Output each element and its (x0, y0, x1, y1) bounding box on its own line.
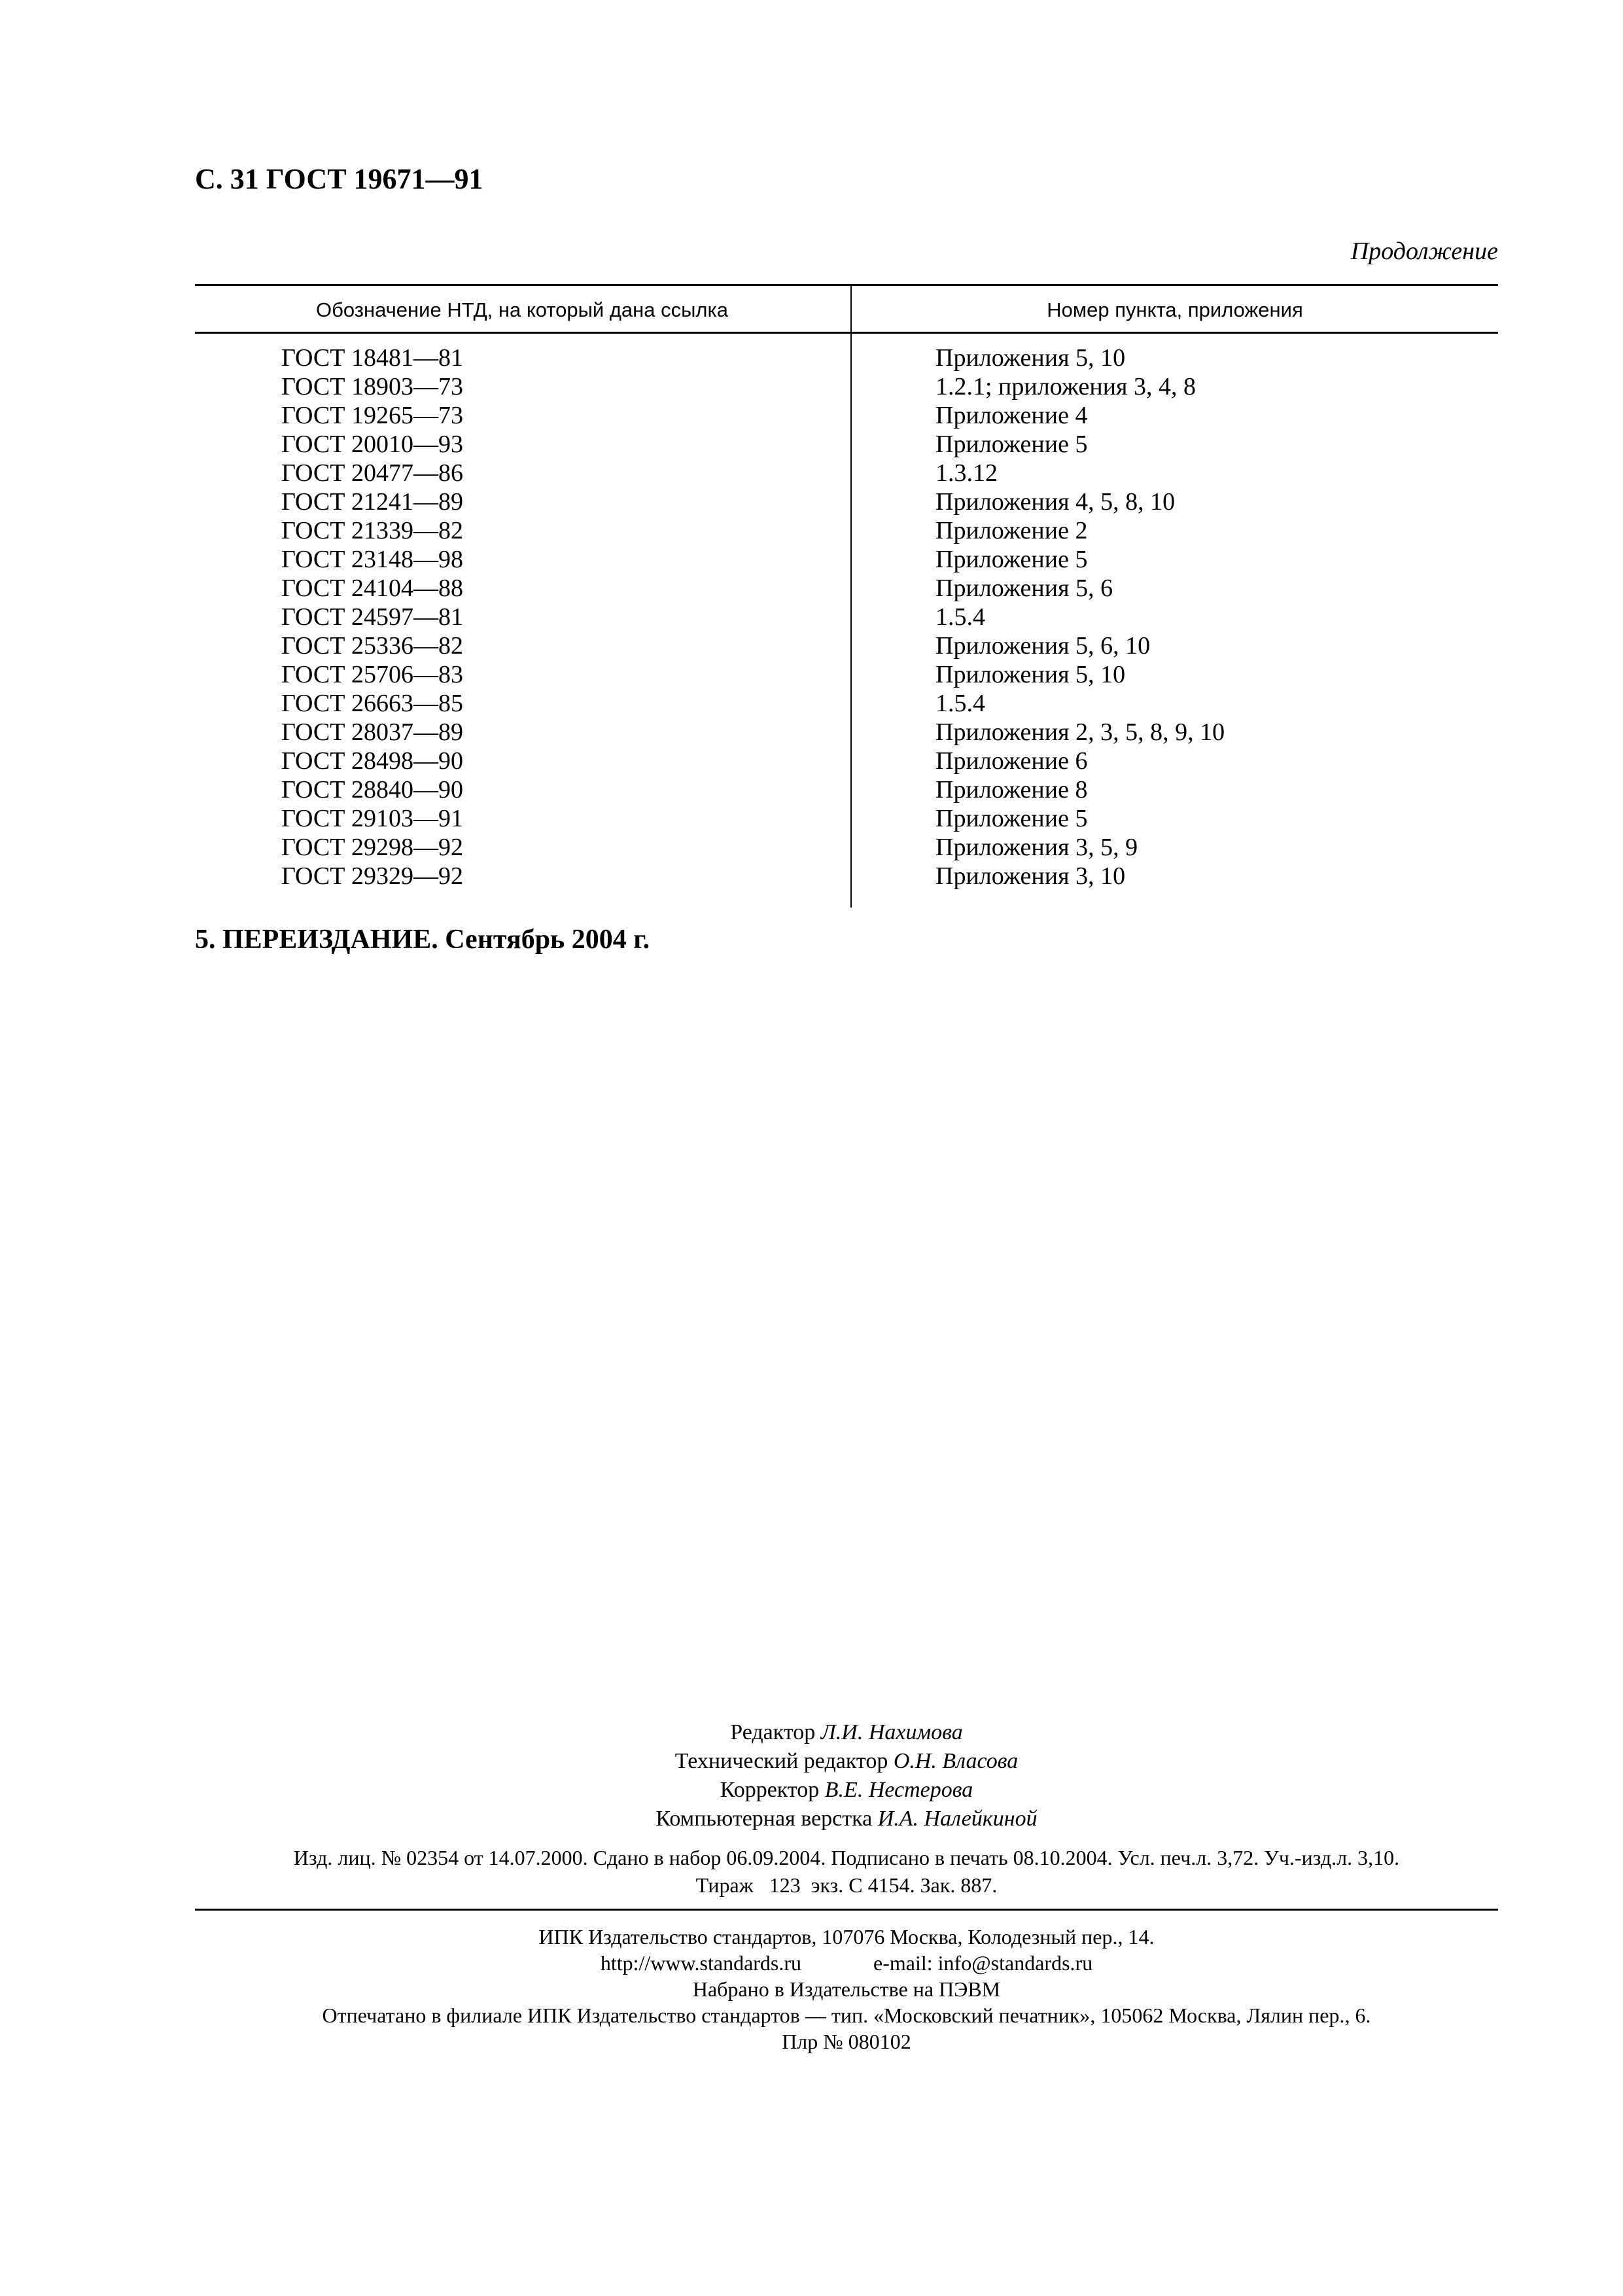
document-cell: ГОСТ 20010—93 (281, 431, 463, 458)
document-cell: ГОСТ 23148—98 (281, 546, 463, 573)
table-row (195, 833, 1498, 862)
table-row (195, 574, 1498, 603)
print-run-line: Тираж 123 экз. С 4154. Зак. 887. (695, 1873, 998, 1897)
table-row (195, 603, 1498, 631)
document-cell: ГОСТ 29329—92 (281, 862, 463, 890)
staff-line (195, 1805, 1498, 1833)
staff-name: О.Н. Власова (893, 1749, 1019, 1773)
clause-cell: Приложения 3, 5, 9 (935, 834, 1138, 861)
clause-cell: Приложение 2 (935, 517, 1088, 544)
clause-cell: Приложение 6 (935, 747, 1088, 775)
clause-cell: Приложение 5 (935, 431, 1088, 458)
document-cell: ГОСТ 26663—85 (281, 690, 463, 717)
publisher-contacts (195, 1950, 1498, 1976)
document-cell: ГОСТ 19265—73 (281, 402, 463, 429)
horizontal-rule (195, 1909, 1498, 1911)
table-header (195, 286, 1498, 334)
document-cell: ГОСТ 20477—86 (281, 459, 463, 487)
publisher-address: ИПК Издательство стандартов, 107076 Москва, Колодезный пер., 14. (538, 1925, 1155, 1949)
page-title: С. 31 ГОСТ 19671—91 (195, 163, 483, 195)
license-number: Плр № 080102 (782, 2030, 911, 2053)
imprint-line: Изд. лиц. № 02354 от 14.07.2000. Сдано в набор 06.09.2004. Подписано в печать 08.10.2004. Усл. печ.л. 3,72. Уч.-изд.л. 3,10. (293, 1846, 1400, 1869)
clause-cell: Приложение 5 (935, 805, 1088, 832)
table-row (195, 487, 1498, 516)
clause-cell: Приложения 5, 10 (935, 344, 1126, 372)
document-cell: ГОСТ 18903—73 (281, 373, 463, 400)
clause-cell: Приложения 5, 6, 10 (935, 632, 1151, 660)
document-cell: ГОСТ 28037—89 (281, 718, 463, 746)
typeset-note: Набрано в Издательстве на ПЭВМ (692, 1977, 1001, 2001)
table-row (195, 718, 1498, 747)
clause-cell: Приложения 2, 3, 5, 8, 9, 10 (935, 718, 1225, 746)
clause-cell: 1.5.4 (935, 690, 985, 717)
document-cell: ГОСТ 29298—92 (281, 834, 463, 861)
staff-role: Компьютерная верстка (655, 1807, 873, 1831)
clause-cell: Приложение 4 (935, 402, 1088, 429)
editorial-staff (195, 1718, 1498, 1833)
staff-name: И.А. Налейкиной (877, 1807, 1038, 1831)
reissue-heading: 5. ПЕРЕИЗДАНИЕ. Сентябрь 2004 г. (195, 925, 650, 955)
table-row (195, 430, 1498, 459)
column-header-clause: Номер пункта, приложения (1047, 298, 1303, 321)
clause-cell: 1.5.4 (935, 603, 985, 631)
staff-line (195, 1776, 1498, 1805)
table-row (195, 862, 1498, 891)
clause-cell: Приложение 8 (935, 776, 1088, 804)
staff-name: Л.И. Нахимова (820, 1720, 963, 1744)
clause-cell: 1.2.1; приложения 3, 4, 8 (935, 373, 1196, 400)
table-row (195, 459, 1498, 487)
document-cell: ГОСТ 28840—90 (281, 776, 463, 804)
document-cell: ГОСТ 18481—81 (281, 344, 463, 372)
staff-role: Редактор (730, 1720, 816, 1744)
staff-role: Корректор (720, 1778, 820, 1802)
table-row (195, 747, 1498, 775)
publisher-website[interactable]: http://www.standards.ru (600, 1951, 802, 1975)
table-row (195, 660, 1498, 689)
table-row (195, 372, 1498, 401)
document-cell: ГОСТ 24104—88 (281, 574, 463, 602)
clause-cell: 1.3.12 (935, 459, 998, 487)
publisher-block (195, 1924, 1498, 2055)
document-cell: ГОСТ 21339—82 (281, 517, 463, 544)
clause-cell: Приложение 5 (935, 546, 1088, 573)
table-row (195, 631, 1498, 660)
document-cell: ГОСТ 29103—91 (281, 805, 463, 832)
staff-name: В.Е. Нестерова (824, 1778, 973, 1802)
clause-cell: Приложения 5, 6 (935, 574, 1113, 602)
document-cell: ГОСТ 25706—83 (281, 661, 463, 688)
publisher-email[interactable]: e-mail: info@standards.ru (873, 1951, 1093, 1975)
table-row (195, 516, 1498, 545)
table-row (195, 545, 1498, 574)
document-cell: ГОСТ 25336—82 (281, 632, 463, 660)
staff-line (195, 1747, 1498, 1776)
document-cell: ГОСТ 24597—81 (281, 603, 463, 631)
clause-cell: Приложения 4, 5, 8, 10 (935, 488, 1176, 516)
imprint-block (195, 1844, 1498, 1899)
document-cell: ГОСТ 28498—90 (281, 747, 463, 775)
references-table (195, 284, 1498, 908)
continuation-label: Продолжение (1350, 238, 1498, 265)
column-header-document: Обозначение НТД, на который дана ссылка (316, 298, 728, 321)
document-cell: ГОСТ 21241—89 (281, 488, 463, 516)
table-row (195, 344, 1498, 372)
clause-cell: Приложения 3, 10 (935, 862, 1126, 890)
table-row (195, 689, 1498, 718)
clause-cell: Приложения 5, 10 (935, 661, 1126, 688)
table-row (195, 401, 1498, 430)
printing-note: Отпечатано в филиале ИПК Издательство стандартов — тип. «Московский печатник», 105062 Москва, Лялин пер., 6. (322, 2004, 1371, 2027)
staff-role: Технический редактор (674, 1749, 888, 1773)
table-row (195, 804, 1498, 833)
table-row (195, 775, 1498, 804)
staff-line (195, 1718, 1498, 1747)
table-body (195, 344, 1498, 891)
